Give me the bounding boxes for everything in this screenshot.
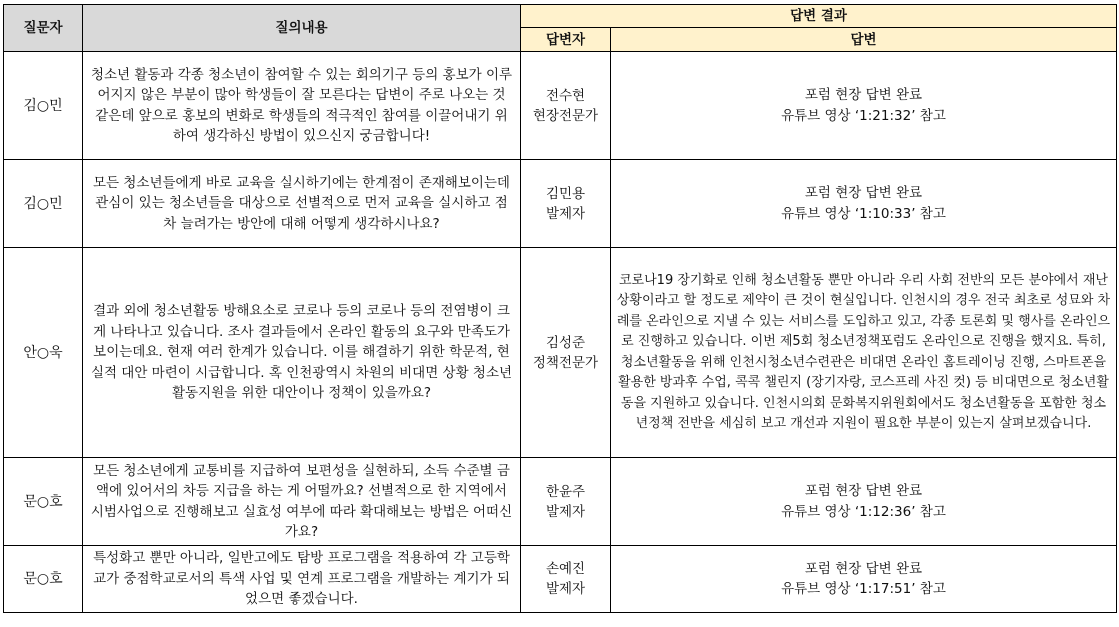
answerer-cell <box>521 160 611 248</box>
answerer-cell <box>521 248 611 458</box>
answer-cell <box>611 546 1117 613</box>
header-question: 질의내용 <box>83 5 521 52</box>
header-asker: 질문자 <box>4 5 83 52</box>
answerer-name: 김성준 <box>545 334 586 351</box>
asker-cell: 안○욱 <box>4 248 83 458</box>
answerer-role: 발제자 <box>545 503 586 520</box>
answer-line: 포럼 현장 답변 완료 <box>804 185 923 201</box>
answer-line: 포럼 현장 답변 완료 <box>804 560 923 577</box>
asker-cell: 문○호 <box>4 546 83 613</box>
asker-cell: 김○민 <box>4 160 83 248</box>
table-row <box>4 546 1117 613</box>
answer-cell <box>611 458 1117 546</box>
answerer-cell <box>521 52 611 160</box>
answer-line: 포럼 현장 답변 완료 <box>804 87 923 103</box>
qa-table <box>3 4 1117 613</box>
answer-line: 유튜브 영상 ‘1:17:51’ 참고 <box>781 581 946 597</box>
question-cell: 특성화고 뿐만 아니라, 일반고에도 탐방 프로그램을 적용하여 각 고등학교가 중점학교로서의 특색 사업 및 연계 프로그램을 개발하는 계기가 되었으면 좋겠습니다. <box>83 546 521 613</box>
answerer-name: 손예진 <box>545 561 586 577</box>
table-row <box>4 248 1117 458</box>
header-answerer: 답변자 <box>521 28 611 52</box>
table-row <box>4 160 1117 248</box>
answer-cell <box>611 160 1117 248</box>
header-result: 답변 결과 <box>521 5 1117 28</box>
answerer-role: 현장전문가 <box>532 107 599 124</box>
question-cell: 모든 청소년에게 교통비를 지급하여 보편성을 실현하되, 소득 수준별 금액에 있어서의 차등 지급을 하는 게 어떨까요? 선별적으로 한 지역에서 시범사업으로 진행해보고 실효성 여부에 따라 확대해보는 방법은 어떠신가요? <box>83 458 521 546</box>
answerer-name: 한윤주 <box>545 483 586 500</box>
answerer-role: 발제자 <box>545 205 586 222</box>
answer-line: 유튜브 영상 ‘1:10:33’ 참고 <box>781 205 946 222</box>
answer-line: 유튜브 영상 ‘1:21:32’ 참고 <box>781 107 946 124</box>
answerer-name: 전수현 <box>545 87 586 104</box>
answer-line: 유튜브 영상 ‘1:12:36’ 참고 <box>781 503 946 520</box>
answerer-role: 정책전문가 <box>532 354 599 371</box>
answer-cell: 코로나19 장기화로 인해 청소년활동 뿐만 아니라 우리 사회 전반의 모든 분야에서 재난상황이라고 할 정도로 제약이 큰 것이 현실입니다. 인천시의 경우 전국 최초로 성묘와 차례를 온라인으로 지낼 수 있는 서비스를 도입하고 있고, 각종 토론회 및 행사를 온라인으로 진행하고 있습니다. 이번 제5회 청소년정책포럼도 온라인으로 진행을 했지요. 특히, 청소년활동을 위해 인천시청소년수련관은 비대면 온라인 홈트레이닝 진행, 스마트폰을 활용한 방과후 수업, 콕콕 챌린지 (장기자랑, 코스프레 사진 컷) 등 비대면으로 청소년활동을 지원하고 있습니다. 인천시의회 문화복지위원회에서도 청소년활동을 포함한 청소년정책 전반을 세심히 보고 개선과 지원이 필요한 부분이 있는지 살펴보겠습니다. <box>611 248 1117 458</box>
answerer-cell <box>521 546 611 613</box>
asker-cell: 문○호 <box>4 458 83 546</box>
table-row <box>4 458 1117 546</box>
answerer-name: 김민용 <box>545 185 586 202</box>
answerer-cell <box>521 458 611 546</box>
asker-cell: 김○민 <box>4 52 83 160</box>
header-answer: 답변 <box>611 28 1117 52</box>
question-cell: 결과 외에 청소년활동 방해요소로 코로나 등의 코로나 등의 전염병이 크게 나타나고 있습니다. 조사 결과들에서 온라인 활동의 요구와 만족도가 보이는데요. 현재 여러 한계가 있습니다. 이를 해결하기 위한 학문적, 현실적 대안 마련이 시급합니다. 혹 인천광역시 차원의 비대면 상황 청소년활동지원을 위한 대안이나 정책이 있을까요? <box>83 248 521 458</box>
answerer-role: 발제자 <box>545 581 586 597</box>
question-cell: 모든 청소년들에게 바로 교육을 실시하기에는 한계점이 존재해보이는데 관심이 있는 청소년들을 대상으로 선별적으로 먼저 교육을 실시하고 점차 늘려가는 방안에 대해 어떻게 생각하시나요? <box>83 160 521 248</box>
question-cell: 청소년 활동과 각종 청소년이 참여할 수 있는 회의기구 등의 홍보가 이루어지지 않은 부분이 많아 학생들이 잘 모른다는 답변이 주로 나오는 것 같은데 앞으로 홍보의 변화로 학생들의 적극적인 참여를 이끌어내기 위하여 생각하신 방법이 있으신지 궁금합니다! <box>83 52 521 160</box>
answer-cell <box>611 52 1117 160</box>
table-row <box>4 52 1117 160</box>
answer-line: 포럼 현장 답변 완료 <box>804 483 923 499</box>
